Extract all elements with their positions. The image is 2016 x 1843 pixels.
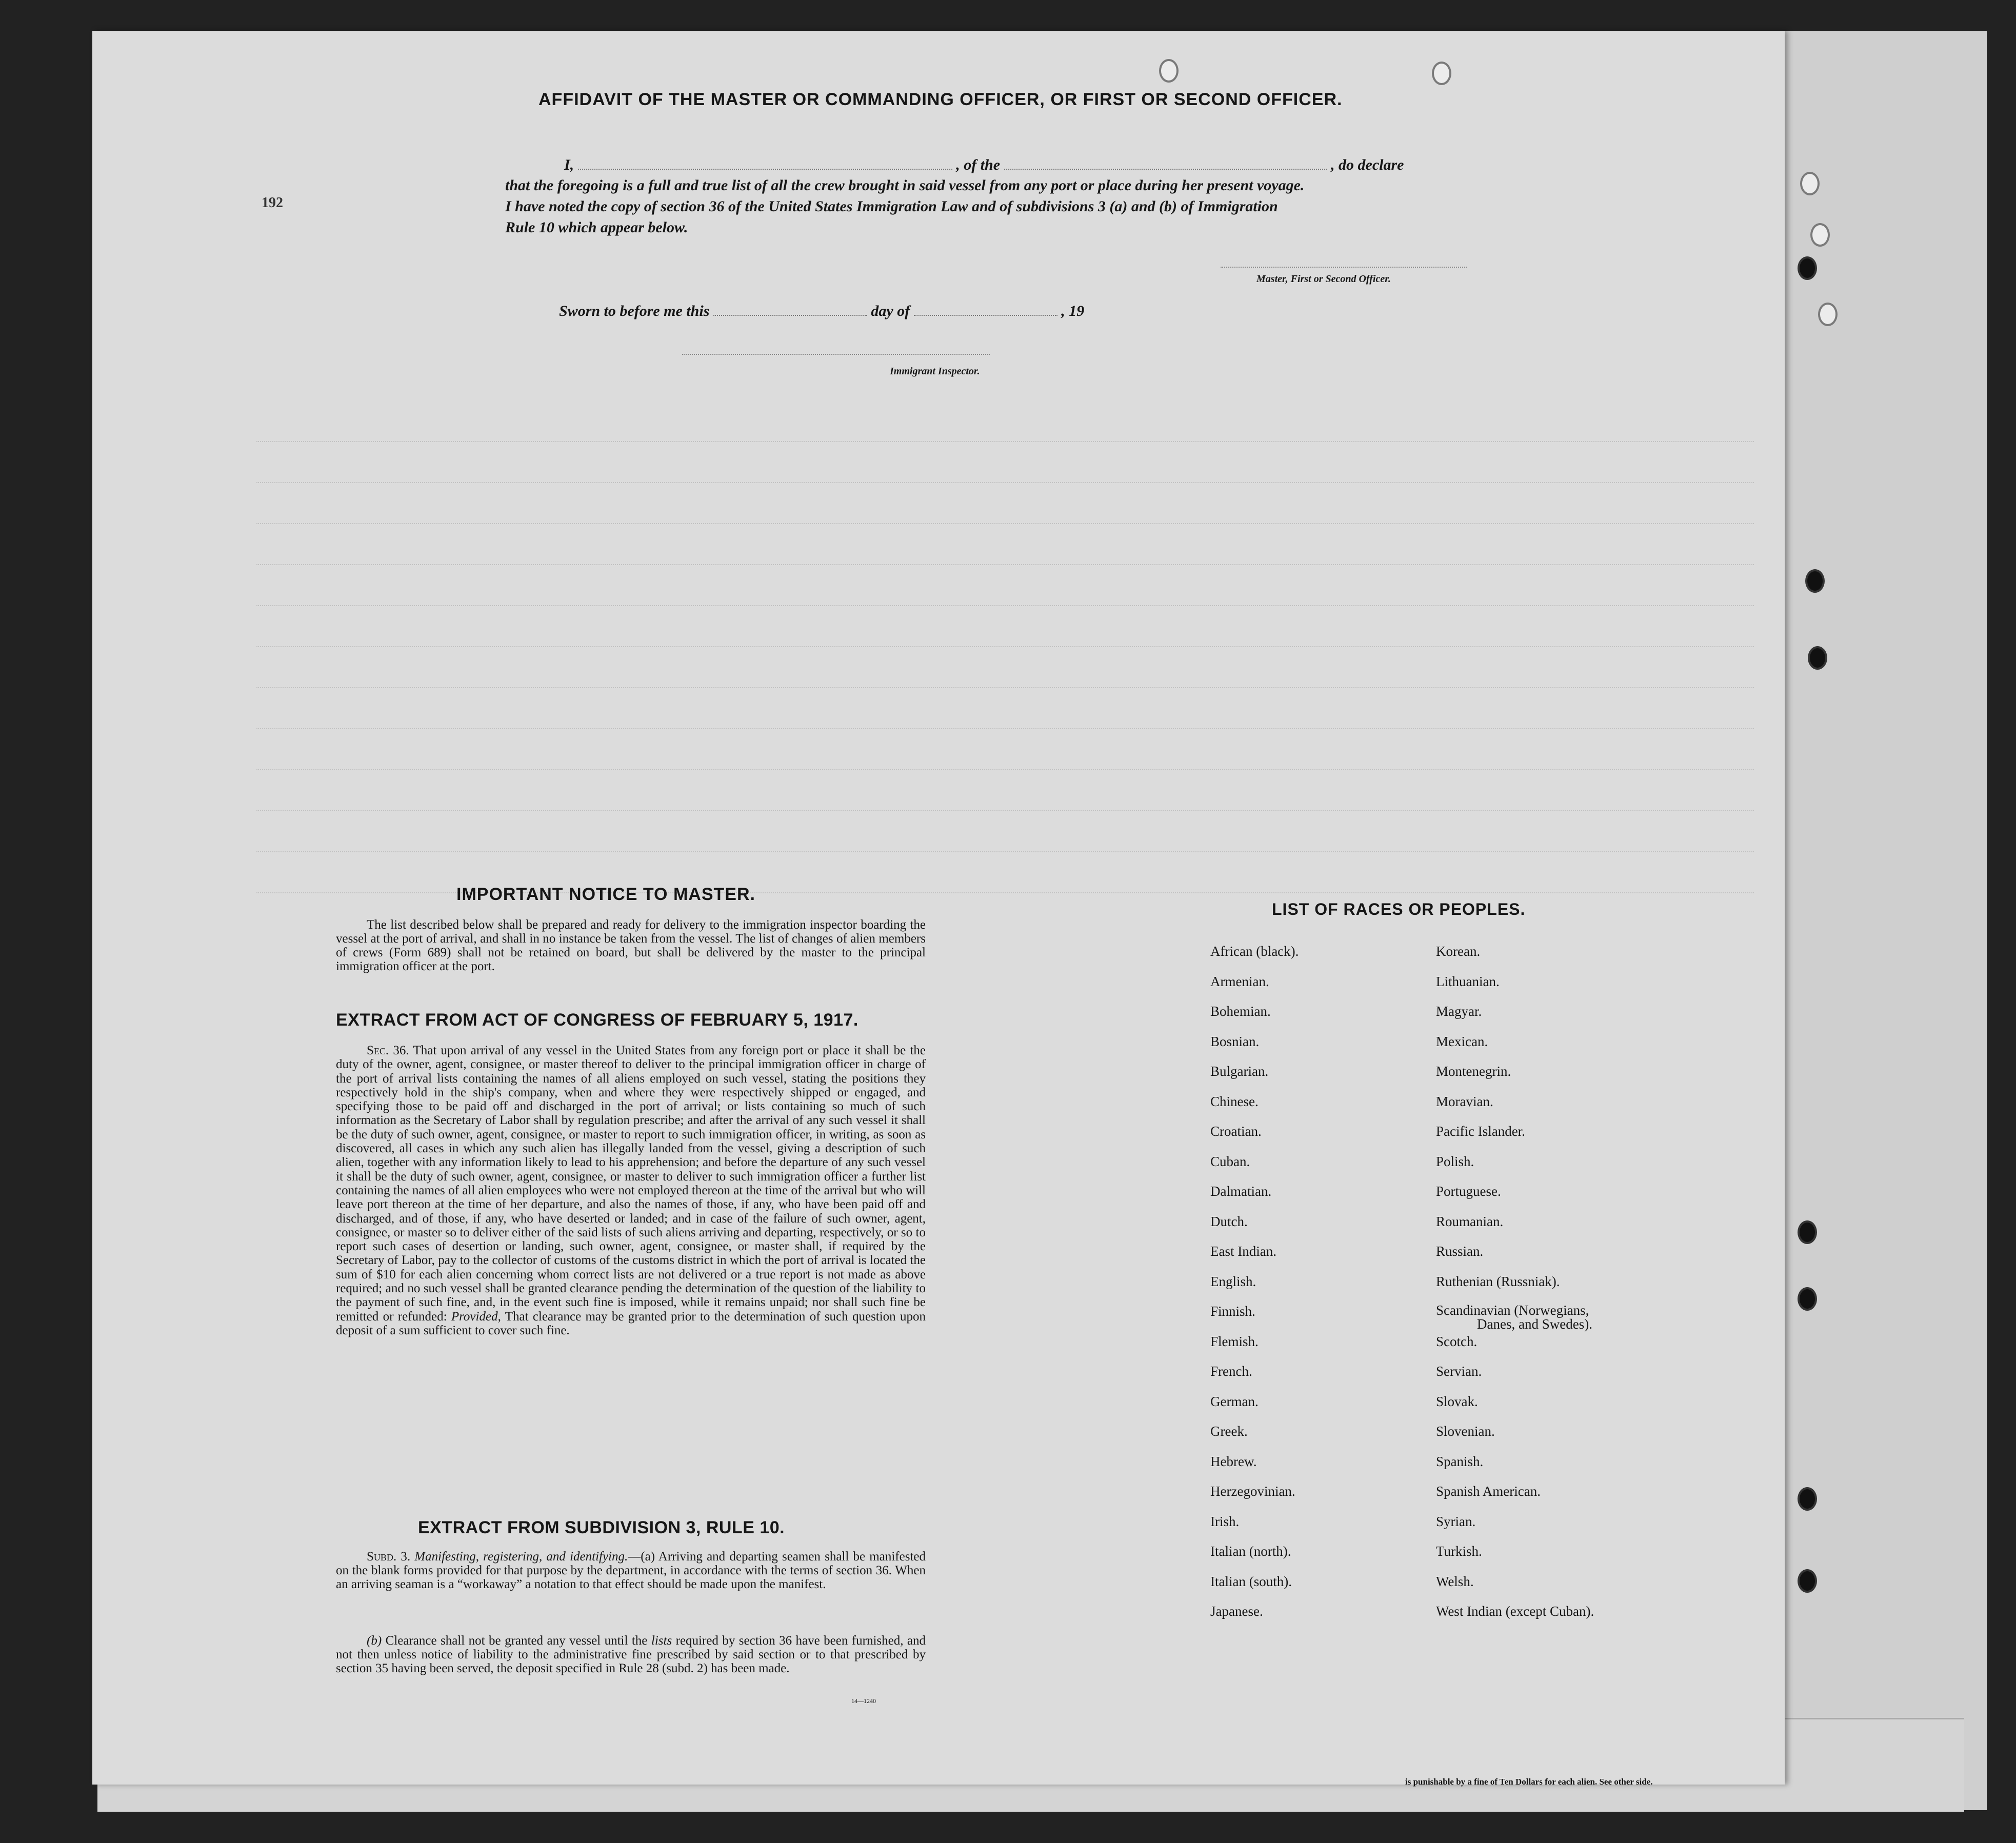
race-item: Korean. (1436, 944, 1481, 959)
sworn-text: Sworn to before me this (559, 303, 710, 319)
inspector-signature-line (682, 354, 990, 355)
race-item: Lithuanian. (1436, 973, 1500, 989)
punch-hole (1798, 1287, 1817, 1311)
ghost-rule (256, 708, 1754, 729)
month-blank (914, 303, 1057, 316)
section-label: Sec. 36. (367, 1044, 409, 1057)
race-item: Mexican. (1436, 1033, 1488, 1049)
affidavit-of-the: , of the (956, 156, 1001, 173)
race-item: Italian (north). (1210, 1544, 1291, 1559)
subd-heading: Manifesting, registering, and identifying. (414, 1550, 628, 1564)
ghost-rule (256, 626, 1754, 647)
races-right-column (1436, 944, 1594, 1634)
race-item: Scotch. (1436, 1333, 1478, 1349)
margin-number: 192 (262, 195, 283, 211)
punch-hole (1805, 569, 1825, 593)
notice-title: IMPORTANT NOTICE TO MASTER. (456, 885, 755, 904)
race-item: Irish. (1210, 1513, 1240, 1529)
race-item: English. (1210, 1273, 1256, 1289)
vessel-blank (1004, 156, 1327, 170)
affidavit-line-3: I have noted the copy of section 36 of the United States Immigration Law and of subdivisions 3 (a) and (b) of Immigration (505, 198, 1278, 215)
punch-hole (1798, 256, 1817, 280)
sworn-line (559, 303, 1084, 320)
affidavit-title: AFFIDAVIT OF THE MASTER OR COMMANDING OFFICER, OR FIRST OR SECOND OFFICER. (538, 90, 1343, 109)
race-item: Japanese. (1210, 1604, 1263, 1619)
race-item: East Indian. (1210, 1244, 1276, 1259)
race-item: Dutch. (1210, 1213, 1248, 1229)
race-item: German. (1210, 1393, 1259, 1409)
race-item: Syrian. (1436, 1513, 1476, 1529)
name-blank (578, 156, 952, 170)
race-item: Portuguese. (1436, 1184, 1501, 1199)
race-item: Slovenian. (1436, 1424, 1495, 1439)
race-item: Herzegovinian. (1210, 1484, 1295, 1499)
affidavit-line-2: that the foregoing is a full and true list of all the crew brought in said vessel from any port or place during her present voyage. (505, 177, 1305, 194)
day-of-text: day of (871, 303, 910, 319)
section-body-end: That clearance may be granted prior to the determination of such question upon deposit of a sum sufficient to cover such fine. (336, 1309, 926, 1337)
ghost-rule (256, 667, 1754, 688)
underlying-sheet-right (1764, 31, 1987, 1810)
race-item: Welsh. (1436, 1573, 1474, 1589)
master-signature-line (1221, 267, 1467, 268)
punch-hole (1798, 1569, 1817, 1593)
punch-hole (1808, 646, 1827, 670)
race-item: Spanish American. (1436, 1484, 1541, 1499)
race-item: Finnish. (1210, 1304, 1255, 1319)
master-label: Master, First or Second Officer. (1256, 273, 1391, 285)
ghost-rule (256, 503, 1754, 524)
punch-hole (1800, 172, 1820, 195)
race-item: Dalmatian. (1210, 1184, 1272, 1199)
extract-act-title: EXTRACT FROM ACT OF CONGRESS OF FEBRUARY 5, 1917. (336, 1010, 859, 1030)
ghost-rule (256, 462, 1754, 483)
ghost-rule (256, 749, 1754, 770)
ghost-rule (256, 544, 1754, 565)
punch-hole (1432, 62, 1451, 85)
race-item: Italian (south). (1210, 1573, 1292, 1589)
race-item: Montenegrin. (1436, 1064, 1511, 1079)
subdivision-a-text (336, 1550, 926, 1591)
ghost-rule (256, 585, 1754, 606)
race-item: Bulgarian. (1210, 1064, 1269, 1079)
affidavit-declare: , do declare (1331, 156, 1404, 173)
race-item: Roumanian. (1436, 1213, 1504, 1229)
race-item: Cuban. (1210, 1153, 1250, 1169)
para-a: —(a) Arriving and departing seamen shall be manifested on the blank forms provided for that purpose by the department, in accordance with the terms of section 36. When an arriving seaman is a “workaway” a notation to that effect should be made upon the manifest. (336, 1550, 926, 1591)
ghost-rule (256, 831, 1754, 852)
bottom-note: is punishable by a fine of Ten Dollars for each alien. See other side. (1405, 1777, 1653, 1787)
punch-hole (1810, 223, 1830, 247)
race-item: West Indian (except Cuban). (1436, 1604, 1594, 1619)
race-item: French. (1210, 1364, 1252, 1379)
race-item: Chinese. (1210, 1093, 1259, 1109)
race-item: Turkish. (1436, 1544, 1482, 1559)
race-item: Scandinavian (Norwegians, Danes, and Swedes). (1436, 1303, 1592, 1332)
section-36-text (336, 1044, 926, 1337)
race-item: Pacific Islander. (1436, 1124, 1525, 1139)
year-text: , 19 (1061, 303, 1085, 319)
para-b-part-2: required by section 36 have been furnished, and not then unless notice of liability to the administrative fine prescribed by said section or to that prescribed by section 35 having been served, the deposit specified in Rule 28 (subd. 2) has been made. (336, 1634, 926, 1675)
punch-hole (1798, 1220, 1817, 1244)
race-item: Bohemian. (1210, 1004, 1271, 1019)
race-item: Hebrew. (1210, 1453, 1257, 1469)
subdivision-b-text (336, 1634, 926, 1675)
ghost-rule (256, 420, 1754, 442)
race-item: Bosnian. (1210, 1033, 1260, 1049)
race-item: Croatian. (1210, 1124, 1262, 1139)
inspector-label: Immigrant Inspector. (890, 366, 980, 377)
day-blank (713, 303, 867, 316)
race-item: Magyar. (1436, 1004, 1482, 1019)
race-item: Flemish. (1210, 1333, 1259, 1349)
punch-hole (1818, 303, 1838, 326)
race-item: African (black). (1210, 944, 1299, 959)
race-item: Spanish. (1436, 1453, 1484, 1469)
race-item: Slovak. (1436, 1393, 1478, 1409)
race-item: Ruthenian (Russniak). (1436, 1273, 1560, 1289)
provided-word: Provided, (451, 1309, 501, 1324)
notice-body: The list described below shall be prepared and ready for delivery to the immigration inspector boarding the vessel at the port of arrival, and shall in no instance be taken from the vessel. The list of changes of alien members of crews (Form 689) shall not be retained on board, but shall be delivered by the master to the principal immigration officer at the port. (336, 918, 926, 973)
race-item: Servian. (1436, 1364, 1482, 1379)
races-title: LIST OF RACES OR PEOPLES. (1272, 900, 1526, 918)
race-item: Greek. (1210, 1424, 1248, 1439)
para-b-lists: lists (651, 1634, 672, 1648)
affidavit-i: I, (564, 156, 574, 173)
ghost-rule (256, 790, 1754, 811)
race-item: Armenian. (1210, 973, 1269, 989)
race-item: Moravian. (1436, 1093, 1493, 1109)
affidavit-line-4: Rule 10 which appear below. (505, 219, 688, 236)
punch-hole (1798, 1487, 1817, 1511)
race-item: Russian. (1436, 1244, 1484, 1259)
form-number: 14—1240 (851, 1697, 876, 1705)
subd-label: Subd. 3. (367, 1550, 411, 1564)
section-body: That upon arrival of any vessel in the United States from any foreign port or place it shall be the duty of the owner, agent, consignee, or master thereof to deliver to the principal immigration officer in charge of the port of arrival lists containing the names of all aliens employed on such vessel, stating the positions they respectively hold in the ship's company, when and where they were respectively shipped or engaged, and specifying those to be paid off and discharged in the port of arrival; or lists containing so much of such information as the Secretary of Labor shall by regulation prescribe; and after the arrival of any such vessel it shall be the duty of such owner, agent, consignee, or master to report to such immigration officer, in writing, as soon as discovered, all cases in which any such alien has illegally landed from the vessel, giving a description of such alien, together with any information likely to lead to his apprehension; and before the departure of any such vessel it shall be the duty of such owner, agent, consignee, or master to deliver to such immigration officer a further list containing the names of all alien employees who were not employed thereon at the time of the arrival but who will leave port thereon at the time of her departure, and also the names of those, if any, who have been paid off and discharged, and of those, if any, who have deserted or landed; and in case of the failure of such owner, agent, consignee, or master so to deliver either of the said lists of such aliens arriving and departing, respectively, or so to report such cases of desertion or landing, such owner, agent, consignee, or master shall, if required by the Secretary of Labor, pay to the collector of customs of the customs district in which the port of arrival is located the sum of $10 for each alien concerning whom correct lists are not delivered or a true report is not made as above required; and no such vessel shall be granted clearance pending the determination of the question of the liability to the payment of such fine, and, in the event such fine is imposed, while it remains unpaid; nor shall such fine be remitted or refunded: (336, 1044, 926, 1324)
race-item: Polish. (1436, 1153, 1474, 1169)
punch-hole (1159, 59, 1179, 83)
races-left-column (1210, 944, 1299, 1634)
extract-rule-title: EXTRACT FROM SUBDIVISION 3, RULE 10. (418, 1518, 785, 1537)
affidavit-line-1 (564, 156, 1404, 174)
para-b-label: (b) (367, 1634, 382, 1648)
para-b-part-1: Clearance shall not be granted any vessel until the (385, 1634, 648, 1648)
